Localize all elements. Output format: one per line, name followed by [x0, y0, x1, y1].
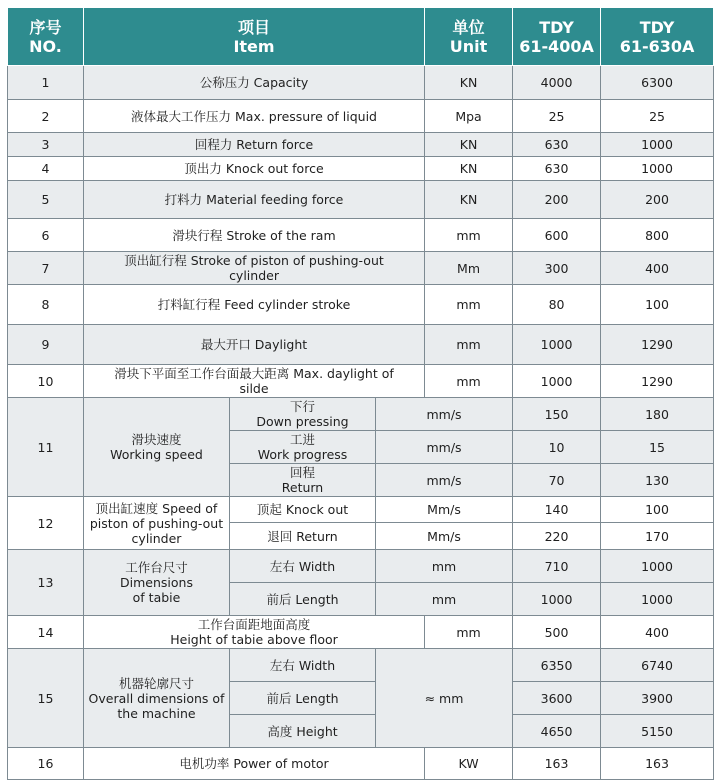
row-value-630a: 1290 [601, 365, 714, 398]
row-no: 3 [8, 133, 84, 157]
row-unit: Mm [425, 252, 513, 285]
row-unit: mm/s [376, 431, 513, 464]
row-subitem: 顶起 Knock out [230, 497, 376, 523]
header-row [8, 8, 714, 66]
row-value-630a: 5150 [601, 715, 714, 748]
row-value-630a: 1000 [601, 583, 714, 616]
row-no: 13 [8, 550, 84, 616]
row-unit: KN [425, 157, 513, 181]
table-row [8, 157, 714, 181]
row-value-400a: 10 [513, 431, 601, 464]
row-value-630a: 1000 [601, 550, 714, 583]
row-unit: mm [376, 583, 513, 616]
table-row [8, 66, 714, 100]
row-subitem: 前后 Length [230, 583, 376, 616]
row-no: 9 [8, 325, 84, 365]
table-row [8, 550, 714, 583]
row-item: 机器轮廓尺寸 Overall dimensions of the machine [84, 649, 230, 748]
row-no: 8 [8, 285, 84, 325]
row-item: 公称压力 Capacity [84, 66, 425, 100]
row-unit: Mpa [425, 100, 513, 133]
row-value-630a: 100 [601, 285, 714, 325]
row-subitem: 工进 Work progress [230, 431, 376, 464]
row-value-400a: 500 [513, 616, 601, 649]
row-value-400a: 163 [513, 748, 601, 780]
header-model-1: TDY 61-400A [513, 8, 601, 66]
table-row [8, 649, 714, 682]
row-unit: mm [425, 365, 513, 398]
table-row [8, 219, 714, 252]
row-no: 6 [8, 219, 84, 252]
row-unit: mm/s [376, 464, 513, 497]
row-item: 打料力 Material feeding force [84, 181, 425, 219]
row-item: 滑块速度 Working speed [84, 398, 230, 497]
table-row [8, 181, 714, 219]
row-no: 5 [8, 181, 84, 219]
table-row [8, 100, 714, 133]
row-unit: mm [425, 616, 513, 649]
row-unit: mm/s [376, 398, 513, 431]
row-item: 顶出缸行程 Stroke of piston of pushing-out cylinder [84, 252, 425, 285]
row-item: 工作台面距地面高度 Height of tabie above floor [84, 616, 425, 649]
row-no: 11 [8, 398, 84, 497]
table-row [8, 365, 714, 398]
row-unit: Mm/s [376, 497, 513, 523]
row-value-630a: 15 [601, 431, 714, 464]
row-value-400a: 1000 [513, 365, 601, 398]
row-value-400a: 1000 [513, 583, 601, 616]
table-row [8, 285, 714, 325]
row-item: 回程力 Return force [84, 133, 425, 157]
header-no: 序号 NO. [8, 8, 84, 66]
row-no: 1 [8, 66, 84, 100]
row-unit: KN [425, 181, 513, 219]
row-value-400a: 710 [513, 550, 601, 583]
row-value-400a: 600 [513, 219, 601, 252]
table-row [8, 616, 714, 649]
row-value-630a: 1000 [601, 133, 714, 157]
row-value-630a: 400 [601, 616, 714, 649]
table-row [8, 398, 714, 431]
row-value-630a: 6300 [601, 66, 714, 100]
row-value-400a: 1000 [513, 325, 601, 365]
row-no: 16 [8, 748, 84, 780]
row-value-630a: 800 [601, 219, 714, 252]
row-value-630a: 400 [601, 252, 714, 285]
header-item: 项目 Item [84, 8, 425, 66]
row-unit: mm [425, 285, 513, 325]
row-unit: mm [376, 550, 513, 583]
row-value-400a: 25 [513, 100, 601, 133]
table-row [8, 325, 714, 365]
row-unit: KN [425, 133, 513, 157]
row-no: 4 [8, 157, 84, 181]
row-value-630a: 6740 [601, 649, 714, 682]
row-unit: KW [425, 748, 513, 780]
row-value-630a: 1290 [601, 325, 714, 365]
row-item: 顶出缸速度 Speed of piston of pushing-out cylinder [84, 497, 230, 550]
row-no: 7 [8, 252, 84, 285]
row-subitem: 回程 Return [230, 464, 376, 497]
row-value-400a: 80 [513, 285, 601, 325]
row-value-630a: 170 [601, 523, 714, 550]
header-unit: 单位 Unit [425, 8, 513, 66]
table-row [8, 133, 714, 157]
row-value-630a: 100 [601, 497, 714, 523]
row-value-630a: 130 [601, 464, 714, 497]
row-no: 14 [8, 616, 84, 649]
row-value-630a: 1000 [601, 157, 714, 181]
row-subitem: 下行 Down pressing [230, 398, 376, 431]
row-item: 液体最大工作压力 Max. pressure of liquid [84, 100, 425, 133]
row-subitem: 退回 Return [230, 523, 376, 550]
row-value-400a: 6350 [513, 649, 601, 682]
row-value-630a: 163 [601, 748, 714, 780]
row-item: 顶出力 Knock out force [84, 157, 425, 181]
table-row [8, 252, 714, 285]
row-unit: mm [425, 219, 513, 252]
row-value-400a: 200 [513, 181, 601, 219]
header-model-2: TDY 61-630A [601, 8, 714, 66]
row-value-400a: 3600 [513, 682, 601, 715]
row-value-400a: 4000 [513, 66, 601, 100]
row-item: 滑块行程 Stroke of the ram [84, 219, 425, 252]
table-row [8, 497, 714, 523]
row-item: 工作台尺寸 Dimensions of tabie [84, 550, 230, 616]
row-no: 15 [8, 649, 84, 748]
row-no: 12 [8, 497, 84, 550]
row-value-400a: 140 [513, 497, 601, 523]
row-item: 滑块下平面至工作台面最大距离 Max. daylight of silde [84, 365, 425, 398]
row-value-400a: 4650 [513, 715, 601, 748]
row-item: 最大开口 Daylight [84, 325, 425, 365]
row-subitem: 前后 Length [230, 682, 376, 715]
row-value-630a: 180 [601, 398, 714, 431]
row-subitem: 左右 Width [230, 649, 376, 682]
row-subitem: 左右 Width [230, 550, 376, 583]
row-value-630a: 200 [601, 181, 714, 219]
spec-table [7, 7, 714, 780]
row-value-400a: 220 [513, 523, 601, 550]
row-item: 电机功率 Power of motor [84, 748, 425, 780]
row-value-400a: 150 [513, 398, 601, 431]
row-value-400a: 300 [513, 252, 601, 285]
row-no: 10 [8, 365, 84, 398]
row-value-400a: 70 [513, 464, 601, 497]
row-value-630a: 3900 [601, 682, 714, 715]
row-unit: Mm/s [376, 523, 513, 550]
row-subitem: 高度 Height [230, 715, 376, 748]
row-item: 打料缸行程 Feed cylinder stroke [84, 285, 425, 325]
row-no: 2 [8, 100, 84, 133]
table-row [8, 748, 714, 780]
row-unit: ≈ mm [376, 649, 513, 748]
row-unit: KN [425, 66, 513, 100]
row-value-400a: 630 [513, 157, 601, 181]
row-unit: mm [425, 325, 513, 365]
row-value-630a: 25 [601, 100, 714, 133]
row-value-400a: 630 [513, 133, 601, 157]
